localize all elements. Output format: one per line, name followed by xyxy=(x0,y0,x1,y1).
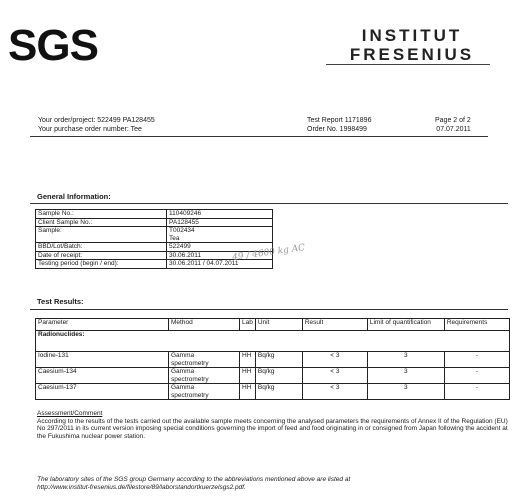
test-results-table xyxy=(35,318,510,400)
table-row xyxy=(36,368,510,384)
test-report-number: Test Report 1171896 xyxy=(307,117,372,124)
col-method: Method xyxy=(169,319,240,331)
general-info-divider xyxy=(30,203,508,204)
order-project: Your order/project: 522499 PA128455 xyxy=(38,117,155,124)
cell-lab: HH xyxy=(240,352,256,368)
cell-requirement: - xyxy=(444,384,509,400)
cell-method xyxy=(169,352,240,368)
method-line2: spectrometry xyxy=(171,391,209,399)
institut-fresenius-logo xyxy=(322,26,502,64)
cell-method xyxy=(169,368,240,384)
col-limit: Limit of quantification xyxy=(367,319,444,331)
cell-method xyxy=(169,384,240,400)
row-label: Client Sample No.: xyxy=(36,218,167,227)
method-line2: spectrometry xyxy=(171,375,209,383)
table-row xyxy=(36,352,510,368)
order-info xyxy=(38,116,155,134)
cell-limit: 3 xyxy=(367,384,444,400)
cell-requirement: - xyxy=(444,368,509,384)
cell-limit: 3 xyxy=(367,352,444,368)
row-value: 30.06.2011 xyxy=(167,251,273,260)
test-results-title: Test Results: xyxy=(37,297,84,306)
purchase-order-number: Your purchase order number: Tee xyxy=(38,126,142,133)
cell-result: < 3 xyxy=(302,368,367,384)
row-value: PA128455 xyxy=(167,218,273,227)
report-date: 07.07.2011 xyxy=(436,126,471,133)
sample-code: T002434 xyxy=(169,227,195,234)
row-label: BBD/Lot/Batch: xyxy=(36,243,167,252)
group-label: Radionuclides: xyxy=(36,331,510,352)
row-value: 522499 xyxy=(167,243,273,252)
col-lab: Lab xyxy=(240,319,256,331)
sgs-logo: SGS xyxy=(8,21,98,70)
general-info-title: General Information: xyxy=(37,192,111,201)
method-line1: Gamma xyxy=(171,352,195,359)
cell-result: < 3 xyxy=(302,384,367,400)
order-number: Order No. 1998499 xyxy=(307,126,367,133)
row-value xyxy=(167,227,273,243)
cell-unit: Bq/kg xyxy=(255,384,302,400)
row-label: Date of receipt: xyxy=(36,251,167,260)
table-row xyxy=(36,210,273,219)
row-label: Sample No.: xyxy=(36,210,167,219)
cell-parameter: Iodine-131 xyxy=(36,352,169,368)
cell-parameter: Caesium-134 xyxy=(36,368,169,384)
cell-limit: 3 xyxy=(367,368,444,384)
cell-result: < 3 xyxy=(302,352,367,368)
group-row xyxy=(36,331,510,352)
table-header-row xyxy=(36,319,510,331)
table-row xyxy=(36,384,510,400)
table-row xyxy=(36,243,273,252)
test-results-divider xyxy=(30,309,508,310)
assessment-text: According to the results of the tests carried out the available sample meets concerning the analysed parameters the requirements of Annex II of the Regulation (EU) No 297/2011 in its current version imposing special conditions governing the import of feed and food originating in or consigned from Japan following the accident at the Fukushima nuclear power station. xyxy=(37,417,508,440)
cell-unit: Bq/kg xyxy=(255,368,302,384)
row-label: Sample: xyxy=(36,227,167,243)
method-line1: Gamma xyxy=(171,368,195,375)
method-line1: Gamma xyxy=(171,384,195,391)
col-result: Result xyxy=(302,319,367,331)
cell-lab: HH xyxy=(240,384,256,400)
footer-note xyxy=(37,476,497,491)
cell-unit: Bq/kg xyxy=(255,352,302,368)
report-info xyxy=(307,116,371,134)
col-parameter: Parameter xyxy=(36,319,169,331)
assessment-title: Assessment/Comment xyxy=(37,410,103,417)
page-info xyxy=(435,116,471,134)
cell-requirement: - xyxy=(444,352,509,368)
logo-underline xyxy=(326,64,490,65)
page-number: Page 2 of 2 xyxy=(435,117,471,124)
footer-link[interactable]: http://www.institut-fresenius.de/filestore/89/laborstandortkuerzelsgs2.pdf. xyxy=(37,483,246,491)
method-line2: spectrometry xyxy=(171,359,209,367)
logo-line-fresenius: FRESENIUS xyxy=(349,45,475,64)
logo-line-institut: INSTITUT xyxy=(361,26,463,45)
assessment-section xyxy=(37,410,512,440)
col-unit: Unit xyxy=(255,319,302,331)
row-label: Testing period (begin / end): xyxy=(36,260,167,269)
handwritten-annotation: 49 / 4600 kg AC xyxy=(231,242,306,264)
header-divider xyxy=(30,136,488,137)
col-requirements: Requirements xyxy=(444,319,509,331)
cell-lab: HH xyxy=(240,368,256,384)
row-value: 30.06.2011 / 04.07.2011 xyxy=(167,260,273,269)
table-row xyxy=(36,218,273,227)
sample-type: Tea xyxy=(169,234,180,242)
footer-line1: The laboratory sites of the SGS group Germany according to the abbreviations mentioned above are listed at xyxy=(37,476,351,483)
table-row xyxy=(36,227,273,243)
row-value: 110409246 xyxy=(167,210,273,219)
cell-parameter: Caesium-137 xyxy=(36,384,169,400)
